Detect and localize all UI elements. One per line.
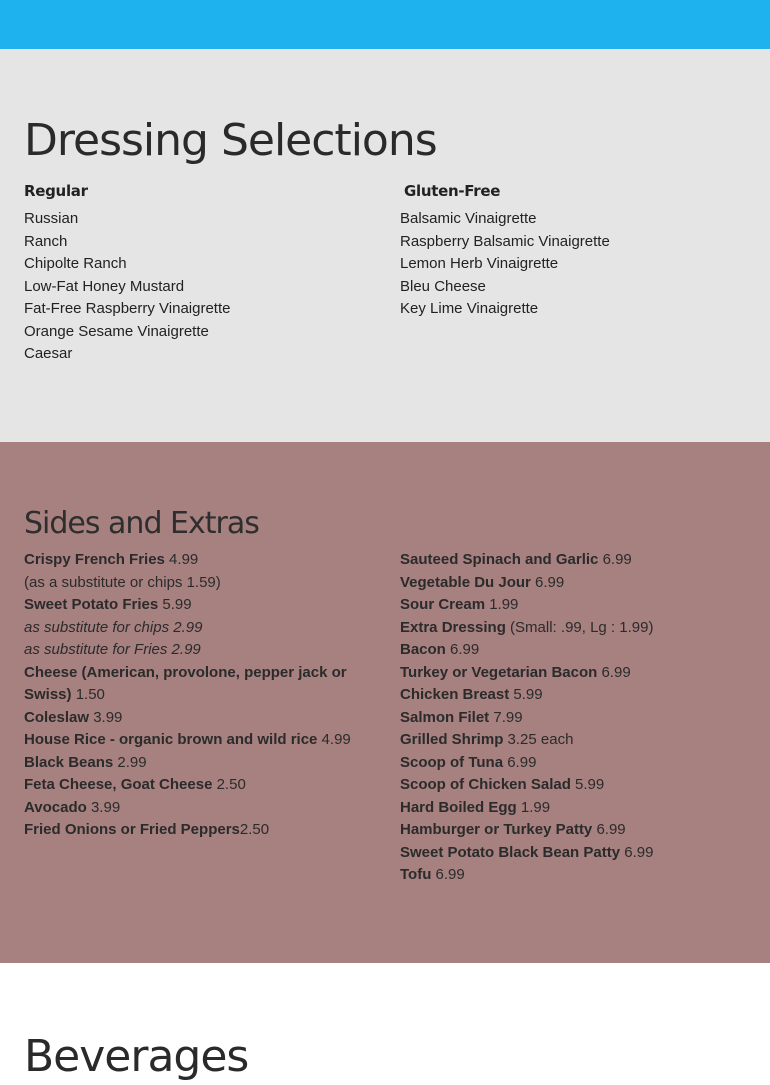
dressing-item: Bleu Cheese	[400, 277, 486, 295]
side-item: House Rice - organic brown and wild rice 4.99	[24, 731, 351, 748]
side-item: Hard Boiled Egg 1.99	[400, 798, 551, 816]
dressing-item: Balsamic Vinaigrette	[400, 210, 537, 227]
dressing-item: Low-Fat Honey Mustard	[24, 277, 185, 295]
side-item: Tofu 6.99	[400, 866, 465, 883]
sides-left-column	[24, 549, 374, 842]
dressing-item: Lemon Herb Vinaigrette	[400, 255, 559, 272]
beverages-section	[0, 963, 770, 1082]
side-item: Coleslaw 3.99	[24, 708, 123, 726]
side-note: as substitute for chips 2.99	[24, 618, 203, 636]
side-item: Turkey or Vegetarian Bacon 6.99	[400, 663, 631, 681]
side-item: Hamburger or Turkey Patty 6.99	[400, 821, 626, 838]
side-item: Extra Dressing (Small: .99, Lg : 1.99)	[400, 618, 654, 636]
side-item: Sour Cream 1.99	[400, 596, 519, 613]
side-item: Feta Cheese, Goat Cheese 2.50	[24, 776, 246, 793]
dressing-section	[0, 49, 770, 442]
side-item: Grilled Shrimp 3.25 each	[400, 731, 574, 748]
side-note: as substitute for Fries 2.99	[24, 641, 201, 658]
dressing-item: Key Lime Vinaigrette	[400, 300, 539, 317]
side-item: Vegetable Du Jour 6.99	[400, 573, 565, 591]
side-item: Sauteed Spinach and Garlic 6.99	[400, 551, 632, 568]
side-item: Crispy French Fries 4.99	[24, 551, 199, 568]
dressing-item: Ranch	[24, 232, 68, 250]
side-item: Chicken Breast 5.99	[400, 686, 543, 703]
dressing-item: Orange Sesame Vinaigrette	[24, 322, 209, 340]
dressing-item: Fat-Free Raspberry Vinaigrette	[24, 300, 231, 317]
sides-title: Sides and Extras	[24, 506, 259, 541]
dressing-gluten-free-column	[400, 180, 750, 321]
dressing-item: Caesar	[24, 345, 73, 362]
side-note: (as a substitute or chips 1.59)	[24, 573, 221, 591]
side-item: Fried Onions or Fried Peppers2.50	[24, 821, 270, 838]
side-item: Bacon 6.99	[400, 641, 480, 658]
sides-right-column	[400, 549, 750, 887]
side-item: Scoop of Tuna 6.99	[400, 753, 537, 771]
dressing-regular-column	[24, 180, 374, 366]
side-item: Black Beans 2.99	[24, 753, 147, 771]
beverages-title: Beverages	[24, 1031, 249, 1082]
dressing-item: Chipolte Ranch	[24, 255, 127, 272]
dressing-regular-heading: Regular	[24, 182, 88, 200]
sides-section	[0, 442, 770, 963]
dressing-item: Raspberry Balsamic Vinaigrette	[400, 232, 610, 250]
side-item: Salmon Filet 7.99	[400, 708, 523, 726]
dressing-item: Russian	[24, 210, 79, 227]
side-item: Sweet Potato Black Bean Patty 6.99	[400, 843, 654, 861]
side-item: Avocado 3.99	[24, 798, 121, 816]
top-bar	[0, 0, 770, 49]
side-item: Scoop of Chicken Salad 5.99	[400, 776, 605, 793]
side-item: Sweet Potato Fries 5.99	[24, 596, 192, 613]
dressing-title: Dressing Selections	[24, 115, 437, 166]
side-item: Cheese (American, provolone, pepper jack or Swiss) 1.50	[24, 663, 347, 703]
dressing-gluten-free-heading: Gluten-Free	[404, 182, 501, 200]
